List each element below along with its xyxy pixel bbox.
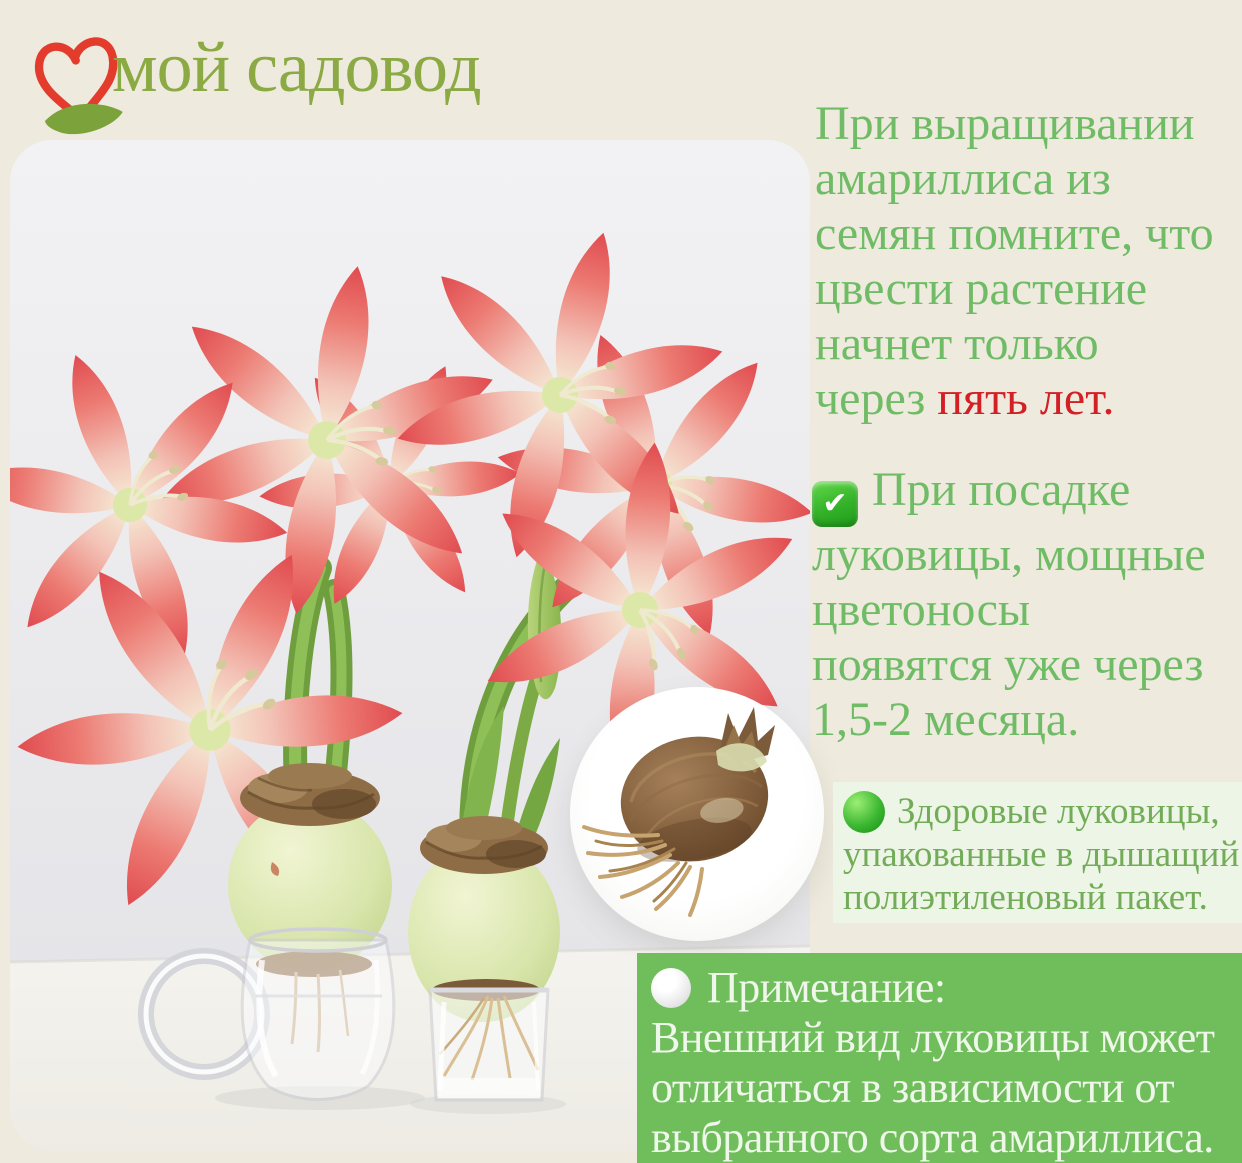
bulb-inset-art xyxy=(570,687,824,941)
intro-line: При выращивании xyxy=(815,97,1195,150)
planting-line: появятся уже через xyxy=(812,637,1204,691)
note-line: отличаться в зависимости от xyxy=(651,1063,1175,1112)
bulbs-note-line: полиэтиленовый пакет. xyxy=(843,877,1208,918)
intro-tail-prefix: через xyxy=(815,372,938,425)
check-icon: ✔ xyxy=(812,481,858,527)
intro-line-highlighted xyxy=(815,371,1242,426)
glass-vase xyxy=(430,979,548,1100)
bulb-inset-photo xyxy=(570,687,824,941)
intro-line: амариллиса из xyxy=(815,152,1111,205)
note-title-line xyxy=(651,963,1242,1013)
intro-text xyxy=(815,96,1242,426)
note-line: Внешний вид луковицы может xyxy=(651,1013,1215,1062)
intro-highlight: пять лет. xyxy=(937,372,1115,425)
planting-line xyxy=(812,462,1242,527)
planting-line: цветоносы xyxy=(812,582,1031,636)
brand-name: мой садовод xyxy=(112,27,481,107)
bulbs-note-first-line: Здоровые луковицы, xyxy=(897,791,1220,832)
planting-line: 1,5-2 месяца. xyxy=(812,692,1080,746)
planting-first-line: При посадке xyxy=(872,463,1131,516)
bulbs-note-box xyxy=(833,782,1242,923)
intro-line: цвести растение xyxy=(815,262,1148,315)
green-dot-icon xyxy=(843,791,885,833)
note-line: выбранного сорта амариллиса. xyxy=(651,1113,1214,1162)
note-box xyxy=(637,953,1242,1163)
intro-line: семян помните, что xyxy=(815,207,1214,260)
note-title: Примечание: xyxy=(707,963,946,1012)
bulbs-note-line xyxy=(843,790,1242,833)
planting-text xyxy=(812,462,1242,747)
intro-line: начнет только xyxy=(815,317,1099,370)
bulbs-note-line: упакованные в дышащий xyxy=(843,834,1240,875)
planting-line: луковицы, мощные xyxy=(812,527,1206,581)
white-dot-icon xyxy=(651,968,691,1008)
